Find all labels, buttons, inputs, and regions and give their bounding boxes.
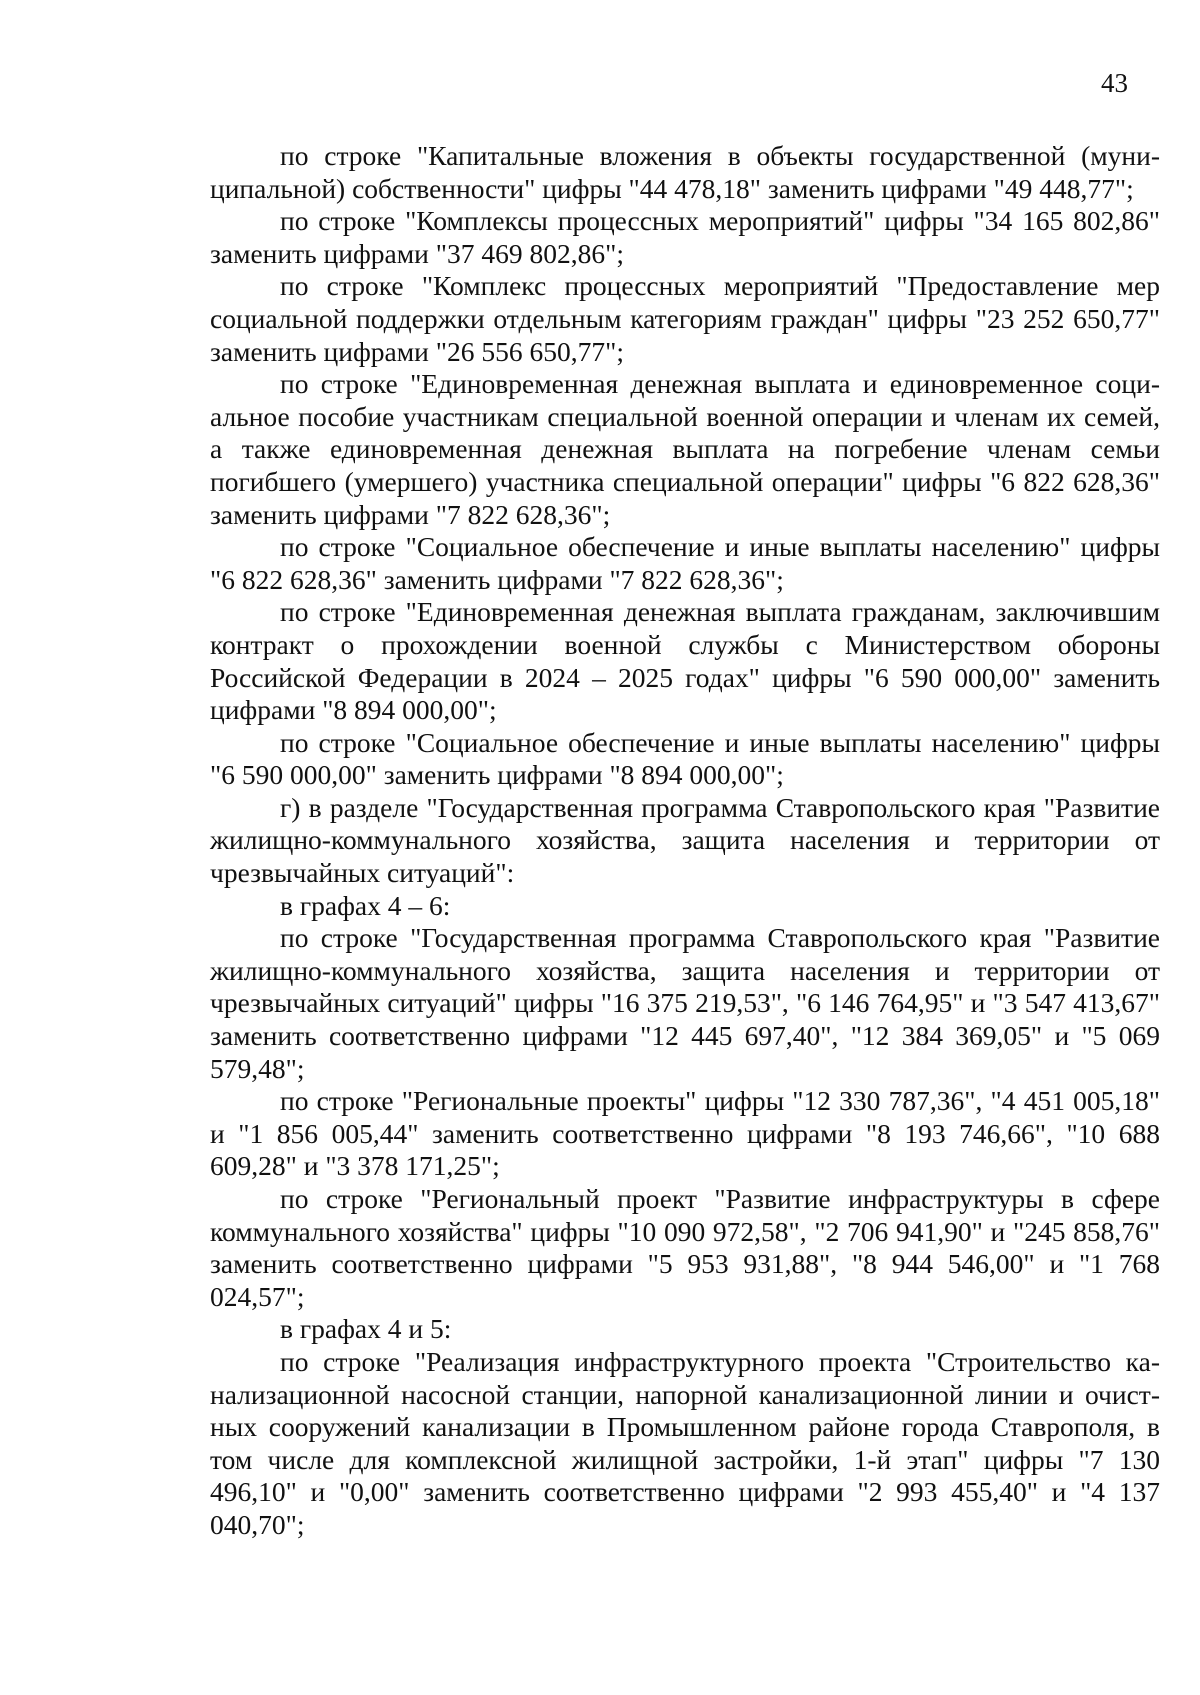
paragraph-section-g: г) в разделе "Государственная программа Ставропольского края "Развитие жилищно-коммунального хозяйства, защита населения и территории от чрезвычайных ситуаций": (210, 791, 1160, 889)
paragraph-infrastructure-project: по строке "Реализация инфраструктурного проекта "Строительство канализационной насосной станции, напорной канализационной линии и очистных сооружений канализации в Промышленном районе города Ставрополя, в том числе для комплексной жилищной застройки, 1-й этап" цифры "7 130 496,10" и "0,00" заменить соответственно цифрами "2 993 455,40" и "4 137 040,70"; (210, 1345, 1160, 1540)
page-number: 43 (1101, 68, 1128, 98)
paragraph-social-support-complex: по строке "Комплекс процессных мероприятий "Предоставление мер социальной поддержки отдельным категориям граждан" цифры "23 252 650,77" заменить цифрами "26 556 650,77"; (210, 270, 1160, 367)
paragraph-regional-project-infrastructure: по строке "Региональный проект "Развитие инфраструктуры в сфере коммунального хозяйства" цифры "10 090 972,58", "2 706 941,90" и "245 858,76" заменить соответственно цифрами "5 953 931,88", "8 944 546,00" и "1 768 024,57"; (210, 1183, 1160, 1312)
paragraph-social-security-2: по строке "Социальное обеспечение и иные выплаты населению" цифры "6 590 000,00" заменить цифрами "8 894 000,00"; (210, 726, 1160, 791)
paragraph-svo-payment: по строке "Единовременная денежная выплата и единовременное социальное пособие участникам специальной военной операции и членам их семей, а также единовременная денежная выплата на погребение членам семьи погибшего (умершего) участника специальной операции" цифры "6 822 628,36" заменить цифрами "7 822 628,36"; (210, 368, 1160, 530)
paragraph-contract-payment: по строке "Единовременная денежная выплата гражданам, заключившим контракт о прохождении военной службы с Министерством обороны Российской Федерации в 2024 – 2025 годах" цифры "6 590 000,00" заменить цифрами "8 894 000,00"; (210, 596, 1160, 726)
paragraph-columns-4-5: в графах 4 и 5: (280, 1313, 452, 1345)
paragraph-social-security-1: по строке "Социальное обеспечение и иные выплаты населению" цифры "6 822 628,36" заменить цифрами "7 822 628,36"; (210, 531, 1160, 595)
paragraph-capital-investments: по строке "Капитальные вложения в объекты государственной (муниципальной) собственности" цифры "44 478,18" заменить цифрами "49 448,77"; (210, 140, 1160, 204)
paragraph-state-program: по строке "Государственная программа Ставропольского края "Развитие жилищно-коммунального хозяйства, защита населения и территории от чрезвычайных ситуаций" цифры "16 375 219,53", "6 146 764,95" и "3 547 413,67" заменить соответственно цифрами "12 445 697,40", "12 384 369,05" и "5 069 579,48"; (210, 922, 1160, 1084)
paragraph-regional-projects: по строке "Региональные проекты" цифры "12 330 787,36", "4 451 005,18" и "1 856 005,44" заменить соответственно цифрами "8 193 746,66", "10 688 609,28" и "3 378 171,25"; (210, 1085, 1160, 1182)
paragraph-process-complexes: по строке "Комплексы процессных мероприятий" цифры "34 165 802,86" заменить цифрами "37 469 802,86"; (210, 205, 1160, 269)
document-body (210, 140, 1160, 1542)
paragraph-columns-4-6: в графах 4 – 6: (280, 889, 451, 921)
